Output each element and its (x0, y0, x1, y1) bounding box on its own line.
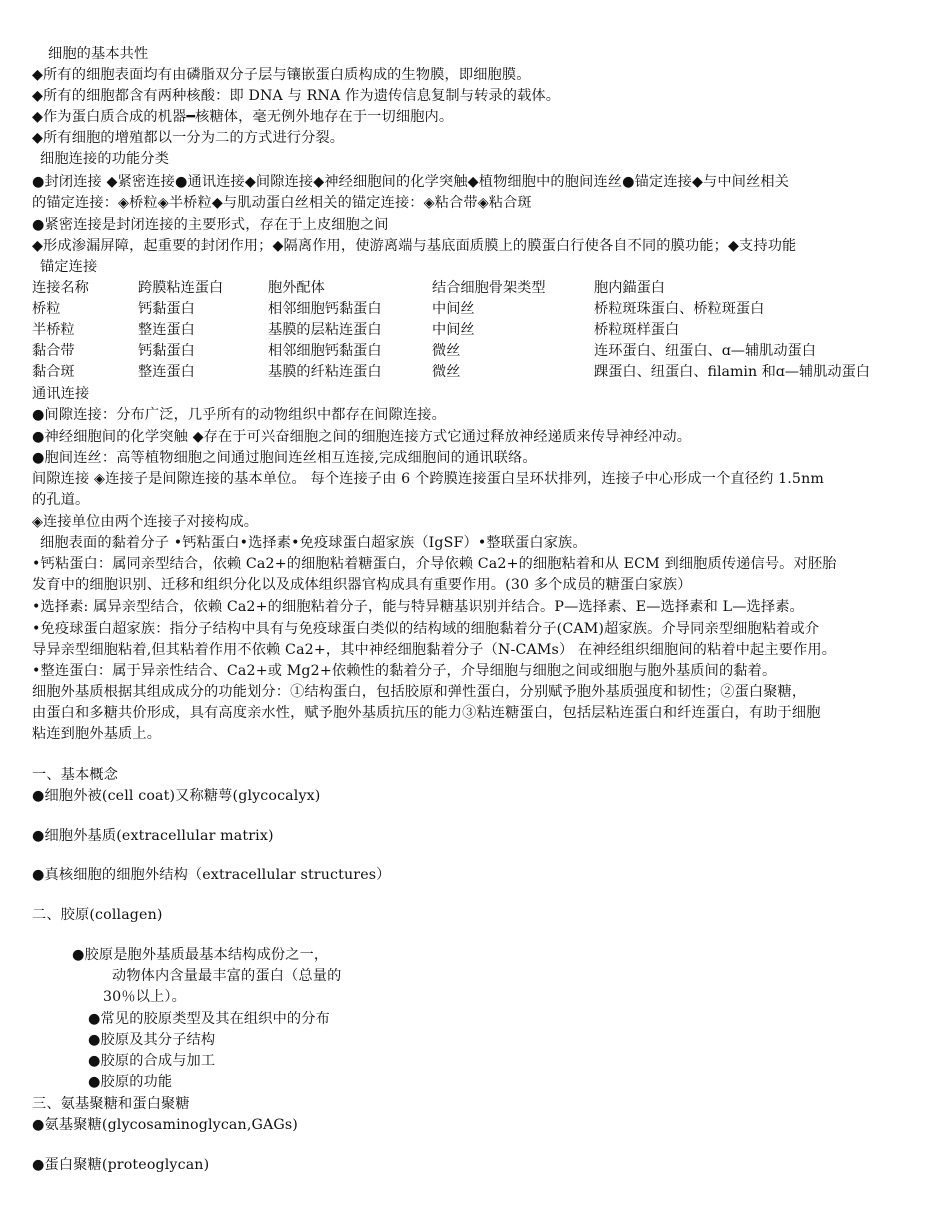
paragraph-line: ◆所有细胞的增殖都以一分为二的方式进行分裂。 (32, 130, 345, 146)
paragraph-line: •免疫球蛋白超家族：指分子结构中具有与免疫球蛋白类似的结构域的细胞黏着分子(CAM)超家族。介导同亲型细胞粘着或介 (32, 621, 820, 637)
table-cell: 微丝 (432, 343, 461, 359)
section-heading-glycans: 三、氨基聚糖和蛋白聚糖 (32, 1096, 190, 1112)
table-header-cell: 胞外配体 (268, 280, 325, 296)
list-item: ●氨基聚糖(glycosaminoglycan,GAGs) (32, 1117, 298, 1133)
table-cell: 相邻细胞钙黏蛋白 (268, 343, 382, 359)
heading-cell-commonality: 细胞的基本共性 (48, 46, 149, 62)
paragraph-line: 细胞外基质根据其组成成分的功能划分：①结构蛋白，包括胶原和弹性蛋白，分别赋予胞外基质强度和韧性；②蛋白聚糖， (32, 684, 807, 700)
table-cell: 基膜的层粘连蛋白 (268, 322, 382, 338)
paragraph-line: ●紧密连接是封闭连接的主要形式，存在于上皮细胞之间 (32, 217, 389, 233)
list-item: ●胶原是胞外基质最基本结构成份之一， (72, 947, 329, 963)
list-item-continuation: 30％以上）。 (103, 989, 186, 1005)
table-cell: 黏合带 (32, 343, 75, 359)
paragraph-line: ◆所有的细胞都含有两种核酸：即 DNA 与 RNA 作为遗传信息复制与转录的载体。 (32, 88, 561, 104)
list-item: ●细胞外被(cell coat)又称糖萼(glycocalyx) (32, 788, 321, 804)
paragraph-line: ◆形成渗漏屏障，起重要的封闭作用；◆隔离作用，使游离端与基底面质膜上的膜蛋白行使各自不同的膜功能；◆支持功能 (32, 238, 797, 254)
table-header-cell: 结合细胞骨架类型 (432, 280, 546, 296)
table-cell: 桥粒斑珠蛋白、桥粒斑蛋白 (594, 301, 765, 317)
table-cell: 整连蛋白 (138, 364, 195, 380)
table-cell: 整连蛋白 (138, 322, 195, 338)
paragraph-line: 的锚定连接：◈桥粒◈半桥粒◆与肌动蛋白丝相关的锚定连接：◈粘合带◈粘合斑 (32, 195, 532, 211)
paragraph-line: ●封闭连接 ◆紧密连接●通讯连接◆间隙连接◆神经细胞间的化学突触◆植物细胞中的胞间连丝●锚定连接◆与中间丝相关 (32, 174, 790, 190)
paragraph-line: ●胞间连丝：高等植物细胞之间通过胞间连丝相互连接,完成细胞间的通讯联络。 (32, 450, 537, 466)
heading-communication-junction: 通讯连接 (32, 386, 90, 402)
paragraph-line: ◆所有的细胞表面均有由磷脂双分子层与镶嵌蛋白质构成的生物膜，即细胞膜。 (32, 67, 531, 83)
table-cell: 桥粒斑样蛋白 (594, 322, 680, 338)
list-item: ●细胞外基质(extracellular matrix) (32, 828, 274, 844)
paragraph-line: ●神经细胞间的化学突触 ◆存在于可兴奋细胞之间的细胞连接方式它通过释放神经递质来传导神经冲动。 (32, 429, 692, 445)
heading-anchoring-junction: 锚定连接 (40, 259, 98, 275)
table-cell: 相邻细胞钙黏蛋白 (268, 301, 382, 317)
table-cell: 黏合斑 (32, 364, 75, 380)
heading-adhesion-molecules: 细胞表面的黏着分子 •钙粘蛋白•选择素•免疫球蛋白超家族（IgSF）•整联蛋白家族。 (40, 535, 587, 551)
paragraph-line: 由蛋白和多糖共价形成，具有高度亲水性，赋予胞外基质抗压的能力③粘连糖蛋白，包括层粘连蛋白和纤连蛋白，有助于细胞 (32, 705, 821, 721)
section-heading-basic-concepts: 一、基本概念 (32, 767, 119, 783)
paragraph-line: ●间隙连接：分布广泛，几乎所有的动物组织中都存在间隙连接。 (32, 407, 446, 423)
list-item: ●蛋白聚糖(proteoglycan) (32, 1157, 210, 1173)
list-item-continuation: 动物体内含量最丰富的蛋白（总量的 (112, 968, 342, 984)
table-header-cell: 跨膜粘连蛋白 (138, 280, 224, 296)
paragraph-line: •选择素: 属异亲型结合，依赖 Ca2+的细胞粘着分子，能与特异糖基识别并结合。P—选择素、E—选择素和 L—选择素。 (32, 599, 804, 615)
section-heading-collagen: 二、胶原(collagen) (32, 907, 163, 923)
paragraph-line: 发育中的细胞识别、迁移和组织分化以及成体组织器官构成具有重要作用。(30 多个成员的糖蛋白家族） (32, 577, 692, 593)
list-item: ●胶原的功能 (88, 1074, 173, 1090)
table-header-cell: 胞内錨蛋白 (594, 280, 665, 296)
list-item: ●胶原的合成与加工 (88, 1053, 216, 1069)
table-cell: 桥粒 (32, 301, 61, 317)
paragraph-line: ◆作为蛋白质合成的机器━核糖体，毫无例外地存在于一切细胞内。 (32, 109, 454, 125)
table-cell: 中间丝 (432, 322, 475, 338)
paragraph-line: 导异亲型细胞粘着,但其粘着作用不依赖 Ca2+，其中神经细胞黏着分子（N-CAMs） 在神经组织细胞间的粘着中起主要作用。 (32, 642, 837, 658)
paragraph-line: •整连蛋白：属于异亲性结合、Ca2+或 Mg2+依赖性的黏着分子，介导细胞与细胞之间或细胞与胞外基质间的黏着。 (32, 663, 777, 679)
heading-junction-classification: 细胞连接的功能分类 (40, 151, 170, 167)
paragraph-line: 的孔道。 (32, 492, 90, 508)
list-item: ●胶原及其分子结构 (88, 1032, 216, 1048)
paragraph-line: •钙粘蛋白：属同亲型结合，依赖 Ca2+的细胞粘着糖蛋白，介导依赖 Ca2+的细胞粘着和从 ECM 到细胞质传递信号。对胚胎 (32, 556, 837, 572)
table-cell: 连环蛋白、纽蛋白、ɑ—辅肌动蛋白 (594, 343, 816, 359)
paragraph-line: ◈连接单位由两个连接子对接构成。 (32, 514, 259, 530)
table-cell: 钙黏蛋白 (138, 343, 195, 359)
table-cell: 半桥粒 (32, 322, 75, 338)
paragraph-line: 间隙连接 ◈连接子是间隙连接的基本单位。 每个连接子由 6 个跨膜连接蛋白呈环状排列，连接子中心形成一个直径约 1.5nm (32, 471, 824, 487)
list-item: ●常见的胶原类型及其在组织中的分布 (88, 1011, 330, 1027)
table-header-cell: 连接名称 (32, 280, 89, 296)
list-item: ●真核细胞的细胞外结构（extracellular structures） (32, 867, 391, 883)
paragraph-line: 粘连到胞外基质上。 (32, 726, 162, 742)
table-cell: 钙黏蛋白 (138, 301, 195, 317)
table-cell: 基膜的纤粘连蛋白 (268, 364, 382, 380)
table-cell: 微丝 (432, 364, 461, 380)
table-cell: 踝蛋白、纽蛋白、filamin 和ɑ—辅肌动蛋白 (594, 364, 870, 380)
table-cell: 中间丝 (432, 301, 475, 317)
